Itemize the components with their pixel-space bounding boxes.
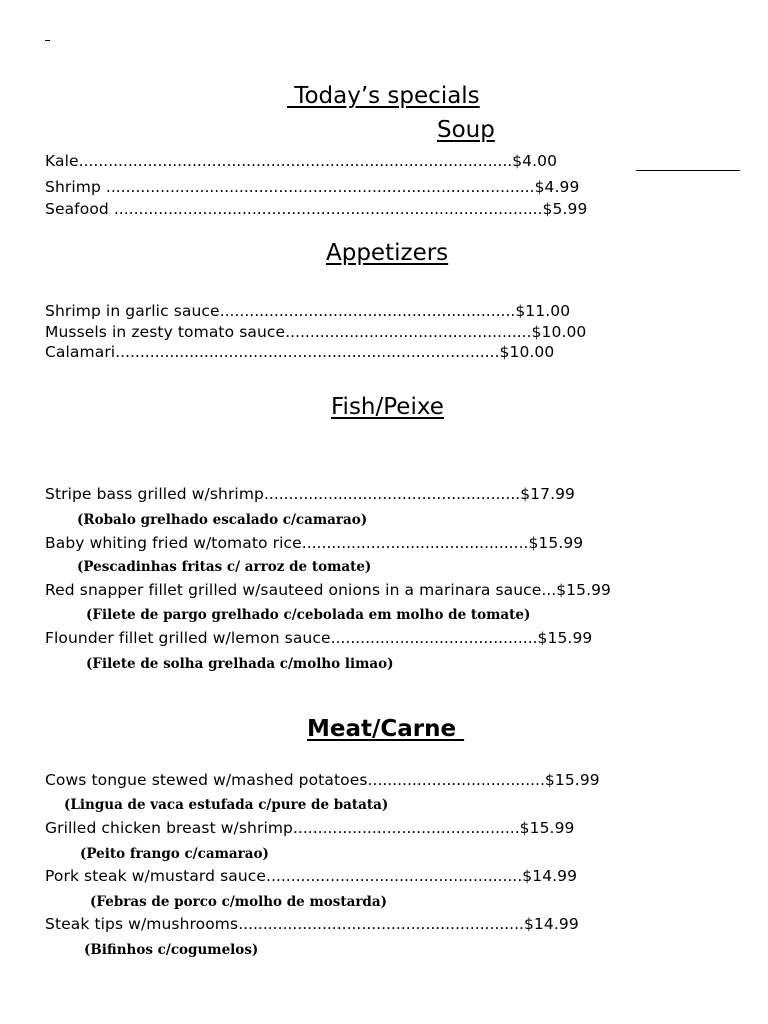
leader-dots: ..................................................: [285, 323, 532, 341]
item-name: Grilled chicken breast w/shrimp: [45, 819, 293, 837]
item-name: Steak tips w/mushrooms: [45, 915, 239, 933]
menu-item: [45, 342, 554, 362]
item-price: $15.99: [556, 581, 612, 599]
item-name: Shrimp in garlic sauce: [45, 302, 220, 320]
item-translation: (Bifinhos c/cogumelos): [84, 942, 259, 958]
item-name: Baby whiting fried w/tomato rice: [45, 534, 302, 552]
item-name: Cows tongue stewed w/mashed potatoes: [45, 771, 368, 789]
leader-dots: ..............................................: [293, 819, 520, 837]
item-price: $5.99: [542, 200, 588, 218]
item-name: Stripe bass grilled w/shrimp: [45, 485, 264, 503]
corner-mark: [45, 40, 50, 41]
item-name: Flounder fillet grilled w/lemon sauce: [45, 629, 331, 647]
item-name: Pork steak w/mustard sauce: [45, 867, 267, 885]
menu-item: [45, 301, 570, 321]
menu-item: [45, 818, 575, 838]
menu-item: [45, 199, 587, 219]
leader-dots: ...: [541, 581, 557, 599]
item-price: $14.99: [523, 915, 579, 933]
underline-rule: [636, 170, 740, 171]
item-price: $17.99: [520, 485, 576, 503]
item-name: Mussels in zesty tomato sauce: [45, 323, 286, 341]
item-name: Seafood: [45, 200, 114, 218]
heading-fish: Fish/Peixe: [331, 394, 444, 420]
item-price: $14.99: [522, 867, 578, 885]
item-translation: (Pescadinhas fritas c/ arroz de tomate): [77, 559, 372, 575]
item-price: $4.99: [534, 178, 580, 196]
item-translation: (Lingua de vaca estufada c/pure de batata): [64, 797, 389, 813]
leader-dots: ..........................................................: [238, 915, 524, 933]
leader-dots: ............................................................: [219, 302, 516, 320]
item-price: $11.00: [515, 302, 571, 320]
item-name: Shrimp: [45, 178, 106, 196]
item-price: $4.00: [512, 152, 558, 170]
leader-dots: ....................................................: [263, 485, 521, 503]
item-name: Calamari: [45, 343, 116, 361]
page-title: Today’s specials: [287, 83, 480, 109]
menu-item: [45, 914, 579, 934]
leader-dots: ....................................................: [266, 867, 523, 885]
menu-item: [45, 533, 583, 553]
item-translation: (Robalo grelhado escalado c/camarao): [77, 512, 368, 528]
item-translation: (Filete de pargo grelhado c/cebolada em molho de tomate): [86, 607, 531, 623]
menu-item: [45, 866, 577, 886]
item-name: Red snapper fillet grilled w/sauteed onions in a marinara sauce: [45, 581, 542, 599]
menu-item: [45, 580, 611, 600]
item-price: $10.00: [499, 343, 555, 361]
heading-meat: Meat/Carne: [307, 716, 465, 742]
item-translation: (Peito frango c/camarao): [80, 846, 269, 862]
menu-item: [45, 628, 592, 648]
item-price: $15.99: [528, 534, 584, 552]
leader-dots: ..........................................: [330, 629, 538, 647]
leader-dots: ..............................................................................: [115, 343, 500, 361]
menu-item: [45, 322, 586, 342]
item-translation: (Filete de solha grelhada c/molho limao): [86, 656, 394, 672]
leader-dots: ....................................: [367, 771, 545, 789]
item-price: $15.99: [519, 819, 575, 837]
item-name: Kale: [45, 152, 79, 170]
menu-item: [45, 177, 579, 197]
item-price: $15.99: [544, 771, 600, 789]
menu-item: [45, 770, 600, 790]
heading-soup: Soup: [437, 117, 495, 143]
heading-appetizers: Appetizers: [326, 240, 449, 266]
item-translation: (Febras de porco c/molho de mostarda): [90, 894, 388, 910]
menu-item: [45, 151, 557, 171]
leader-dots: ........................................................................................: [78, 152, 513, 170]
leader-dots: ..............................................: [301, 534, 529, 552]
item-price: $10.00: [531, 323, 587, 341]
menu-item: [45, 484, 575, 504]
item-price: $15.99: [537, 629, 593, 647]
leader-dots: .......................................................................................: [113, 200, 543, 218]
leader-dots: .......................................................................................: [105, 178, 535, 196]
